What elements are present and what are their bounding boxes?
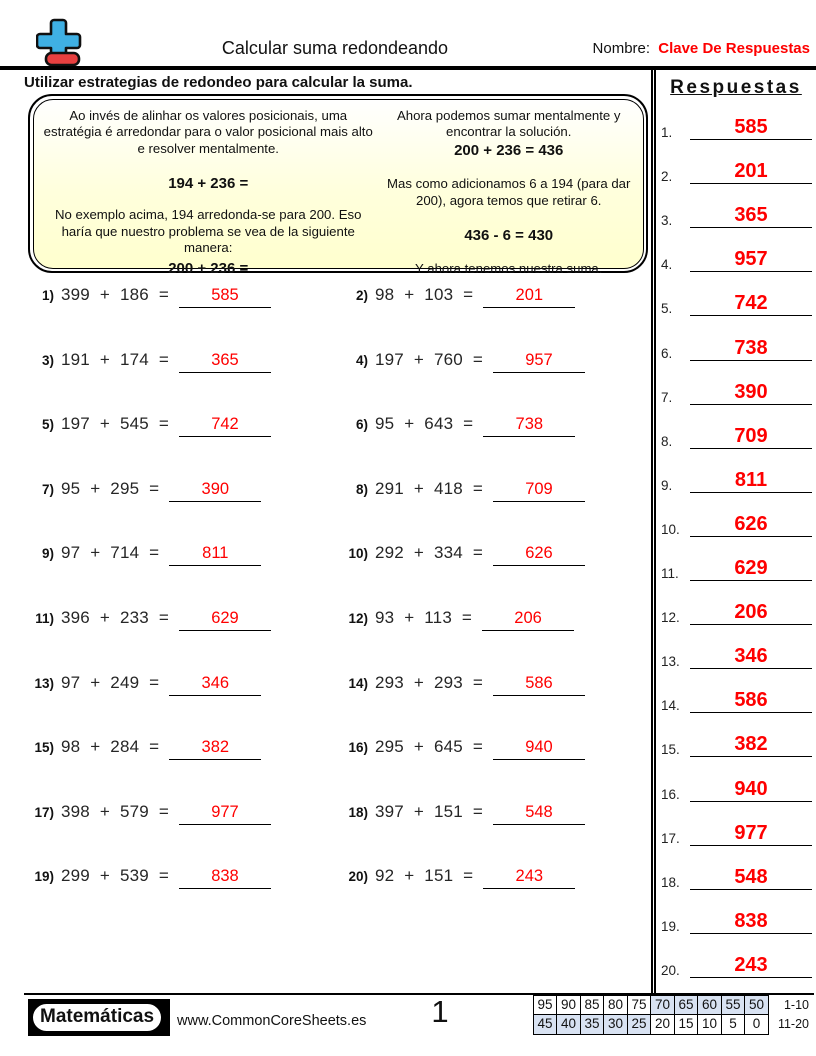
problem-row (344, 673, 644, 738)
problem-number: 11) (35, 610, 54, 626)
problem-number: 6) (355, 417, 368, 433)
example-right-column (383, 107, 635, 276)
problem-number: 10) (348, 546, 368, 562)
problem-answer-blank: 586 (493, 674, 585, 696)
answer-item (656, 895, 816, 939)
score-cell: 50 (744, 995, 769, 1016)
page-title: Calcular suma redondeando (221, 38, 449, 58)
problem-equation: 191 + 174 = (61, 349, 169, 369)
problem-row (344, 608, 644, 673)
answer-item (656, 189, 816, 233)
problem-row (30, 673, 344, 738)
score-cell: 20 (650, 1014, 675, 1035)
problem-row (344, 285, 644, 350)
problem-equation: 399 + 186 = (61, 285, 169, 304)
problem-equation: 98 + 284 = (61, 737, 160, 757)
score-cell: 55 (721, 995, 746, 1016)
answer-item (656, 851, 816, 895)
answer-item (656, 807, 816, 851)
problem-number: 15) (34, 740, 54, 756)
main-content (0, 70, 650, 931)
problem-answer-blank: 548 (493, 803, 585, 825)
score-cell: 70 (650, 995, 675, 1016)
problem-number: 13) (34, 675, 54, 691)
example-paragraph: Mas como adicionamos 6 a 194 (para dar 200), agora temos que retirar 6. (387, 176, 631, 208)
problem-equation: 95 + 643 = (375, 414, 474, 434)
answer-value-blank: 243 (690, 955, 812, 978)
answer-value-blank: 365 (690, 205, 812, 228)
name-area (593, 40, 810, 57)
name-label: Nombre: (592, 40, 651, 57)
answers-list (656, 101, 816, 983)
problem-answer-blank: 365 (179, 351, 271, 373)
problem-equation: 98 + 103 = (375, 285, 474, 304)
answer-number: 3. (661, 213, 673, 229)
problem-number: 19) (34, 869, 54, 885)
score-cell: 35 (580, 1014, 605, 1035)
problem-answer-blank: 206 (482, 609, 574, 631)
problem-row (30, 543, 344, 608)
answer-value-blank: 346 (690, 646, 812, 669)
answer-number: 11. (661, 566, 679, 582)
answer-number: 5. (661, 301, 673, 317)
answer-number: 1. (661, 125, 673, 141)
problem-number: 8) (355, 481, 368, 497)
problem-answer-blank: 626 (493, 544, 585, 566)
score-cell: 90 (556, 995, 581, 1016)
answer-value-blank: 390 (690, 382, 812, 405)
example-equation: 194 + 236 = (168, 174, 249, 192)
answer-number: 13. (661, 654, 680, 670)
problem-number: 14) (348, 675, 368, 691)
problem-row (344, 479, 644, 544)
answers-heading: Respuestas (670, 77, 802, 98)
problem-answer-blank: 838 (179, 867, 271, 889)
score-cell: 45 (533, 1014, 558, 1035)
problem-number: 12) (348, 610, 368, 626)
website-url: www.CommonCoreSheets.es (177, 1013, 367, 1029)
answer-item (656, 233, 816, 277)
score-cell: 0 (744, 1014, 769, 1035)
score-cell: 65 (674, 995, 699, 1016)
score-cell: 15 (674, 1014, 699, 1035)
score-row (533, 995, 815, 1016)
problem-row (344, 414, 644, 479)
answer-item (656, 321, 816, 365)
answer-number: 20. (661, 962, 680, 978)
answer-item (656, 498, 816, 542)
problem-number: 17) (34, 804, 54, 820)
score-grid (533, 995, 815, 1035)
problem-equation: 92 + 151 = (375, 866, 474, 886)
answers-sidebar (651, 70, 816, 994)
answer-number: 12. (661, 610, 680, 626)
problem-equation: 299 + 539 = (61, 866, 169, 886)
score-row (533, 1014, 815, 1035)
answer-number: 4. (661, 257, 673, 273)
problem-row (30, 737, 344, 802)
problem-row (344, 737, 644, 802)
problem-row (30, 414, 344, 479)
worksheet-instructions-line: Utilizar estrategias de redondeo para calcular la suma. (24, 74, 413, 91)
answer-key-label: Clave De Respuestas (658, 40, 810, 57)
problem-answer-blank: 742 (179, 415, 271, 437)
answer-value-blank: 738 (690, 338, 812, 361)
score-cell: 60 (697, 995, 722, 1016)
page-number: 1 (431, 994, 449, 1029)
answer-value-blank: 940 (690, 779, 812, 802)
answer-value-blank: 548 (690, 867, 812, 890)
answer-value-blank: 838 (690, 911, 812, 934)
problem-number: 9) (41, 546, 54, 562)
answer-number: 10. (661, 521, 680, 537)
problem-answer-blank: 738 (483, 415, 575, 437)
answer-number: 18. (661, 874, 680, 890)
problem-equation: 295 + 645 = (375, 737, 483, 757)
problem-number: 3) (41, 352, 54, 368)
problem-answer-blank: 940 (493, 738, 585, 760)
answer-value-blank: 977 (690, 823, 812, 846)
example-paragraph: Ao invés de alinhar os valores posicionais, uma estratégia é arredondar para o valor posicional mais alto e resolver mentalmente. (43, 107, 373, 157)
problem-equation: 293 + 293 = (375, 672, 483, 692)
answer-value-blank: 811 (690, 470, 812, 493)
score-cell: 5 (721, 1014, 746, 1035)
answer-value-blank: 742 (690, 293, 812, 316)
score-cell: 30 (603, 1014, 628, 1035)
problem-row (344, 350, 644, 415)
problem-equation: 97 + 249 = (61, 672, 160, 692)
problem-answer-blank: 957 (493, 351, 585, 373)
answer-number: 14. (661, 698, 680, 714)
example-equation: 436 - 6 = 430 (464, 226, 554, 244)
problem-equation: 97 + 714 = (61, 543, 160, 563)
problem-number: 16) (348, 740, 368, 756)
score-row-label: 1-10 (783, 998, 809, 1013)
brand-logo: Matemáticas (31, 1002, 163, 1033)
score-cell: 10 (697, 1014, 722, 1035)
score-cell: 85 (580, 995, 605, 1016)
answer-number: 15. (661, 742, 680, 758)
answer-value-blank: 586 (690, 690, 812, 713)
problem-row (30, 866, 344, 931)
problem-number: 20) (348, 869, 368, 885)
problem-row (30, 350, 344, 415)
answer-number: 16. (661, 786, 680, 802)
problem-answer-blank: 709 (493, 480, 585, 502)
answer-item (656, 630, 816, 674)
answer-number: 2. (661, 169, 673, 185)
problem-answer-blank: 382 (169, 738, 261, 760)
answer-item (656, 586, 816, 630)
score-cell: 95 (533, 995, 558, 1016)
problem-row (344, 866, 644, 931)
answer-value-blank: 626 (690, 514, 812, 537)
answer-number: 8. (661, 433, 673, 449)
problem-equation: 292 + 334 = (375, 543, 483, 563)
problem-equation: 95 + 295 = (61, 478, 160, 498)
problem-row (30, 285, 344, 350)
problem-equation: 291 + 418 = (375, 478, 483, 498)
problem-equation: 398 + 579 = (61, 801, 169, 821)
answer-item (656, 718, 816, 762)
example-box-inner (33, 99, 644, 278)
problem-answer-blank: 629 (179, 609, 271, 631)
example-paragraph: Ahora podemos sumar mentalmente y encontrar la solución. (396, 107, 621, 140)
answer-item (656, 939, 816, 983)
problem-number: 4) (355, 352, 368, 368)
answer-number: 6. (661, 345, 673, 361)
problem-number: 7) (41, 481, 54, 497)
answer-value-blank: 629 (690, 558, 812, 581)
answer-item (656, 762, 816, 806)
problem-answer-blank: 390 (169, 480, 261, 502)
problem-equation: 197 + 545 = (61, 414, 169, 434)
answer-value-blank: 709 (690, 426, 812, 449)
problem-row (30, 802, 344, 867)
score-row-label: 11-20 (777, 1017, 809, 1032)
score-cell: 25 (627, 1014, 652, 1035)
example-left-column (42, 107, 375, 278)
footer (0, 994, 816, 1042)
problem-answer-blank: 243 (483, 867, 575, 889)
answer-item (656, 145, 816, 189)
example-paragraph: No exemplo acima, 194 arredonda-se para 200. Eso haría que nuestro problema se vea de la siguiente manera: (55, 206, 362, 256)
answer-item (656, 674, 816, 718)
problem-equation: 197 + 760 = (375, 349, 483, 369)
example-paragraph: Y ahora tenemos nuestra suma. (415, 260, 603, 276)
problem-equation: 397 + 151 = (375, 801, 483, 821)
answer-item (656, 277, 816, 321)
score-cell: 40 (556, 1014, 581, 1035)
answer-number: 17. (661, 830, 680, 846)
answer-item (656, 454, 816, 498)
score-cell: 80 (603, 995, 628, 1016)
problem-row (30, 608, 344, 673)
problem-number: 5) (41, 417, 54, 433)
problem-row (344, 543, 644, 608)
problem-number: 2) (355, 288, 368, 303)
answer-number: 7. (661, 389, 673, 405)
score-cell: 75 (627, 995, 652, 1016)
example-equation: 200 + 236 = (168, 260, 249, 278)
answer-number: 19. (661, 918, 680, 934)
answer-value-blank: 585 (690, 117, 812, 140)
problem-row (344, 802, 644, 867)
answer-number: 9. (661, 477, 673, 493)
problem-answer-blank: 346 (169, 674, 261, 696)
problem-answer-blank: 201 (483, 286, 575, 308)
answer-item (656, 542, 816, 586)
answer-value-blank: 382 (690, 734, 812, 757)
example-box (28, 94, 648, 278)
answer-item (656, 366, 816, 410)
problems-grid (30, 285, 650, 931)
problem-row (30, 479, 344, 544)
answer-item (656, 101, 816, 145)
plus-minus-logo-icon (36, 18, 82, 67)
problem-answer-blank: 585 (179, 286, 271, 308)
example-equation: 200 + 236 = 436 (454, 142, 564, 160)
brand-bar (28, 999, 170, 1036)
problem-equation: 93 + 113 = (375, 607, 473, 627)
problem-number: 18) (348, 804, 368, 820)
answer-item (656, 410, 816, 454)
answer-value-blank: 206 (690, 602, 812, 625)
problem-answer-blank: 811 (169, 544, 261, 566)
problem-equation: 396 + 233 = (61, 607, 169, 627)
problem-answer-blank: 977 (179, 803, 271, 825)
problem-number: 1) (41, 288, 54, 303)
answer-value-blank: 201 (690, 161, 812, 184)
answer-value-blank: 957 (690, 249, 812, 272)
